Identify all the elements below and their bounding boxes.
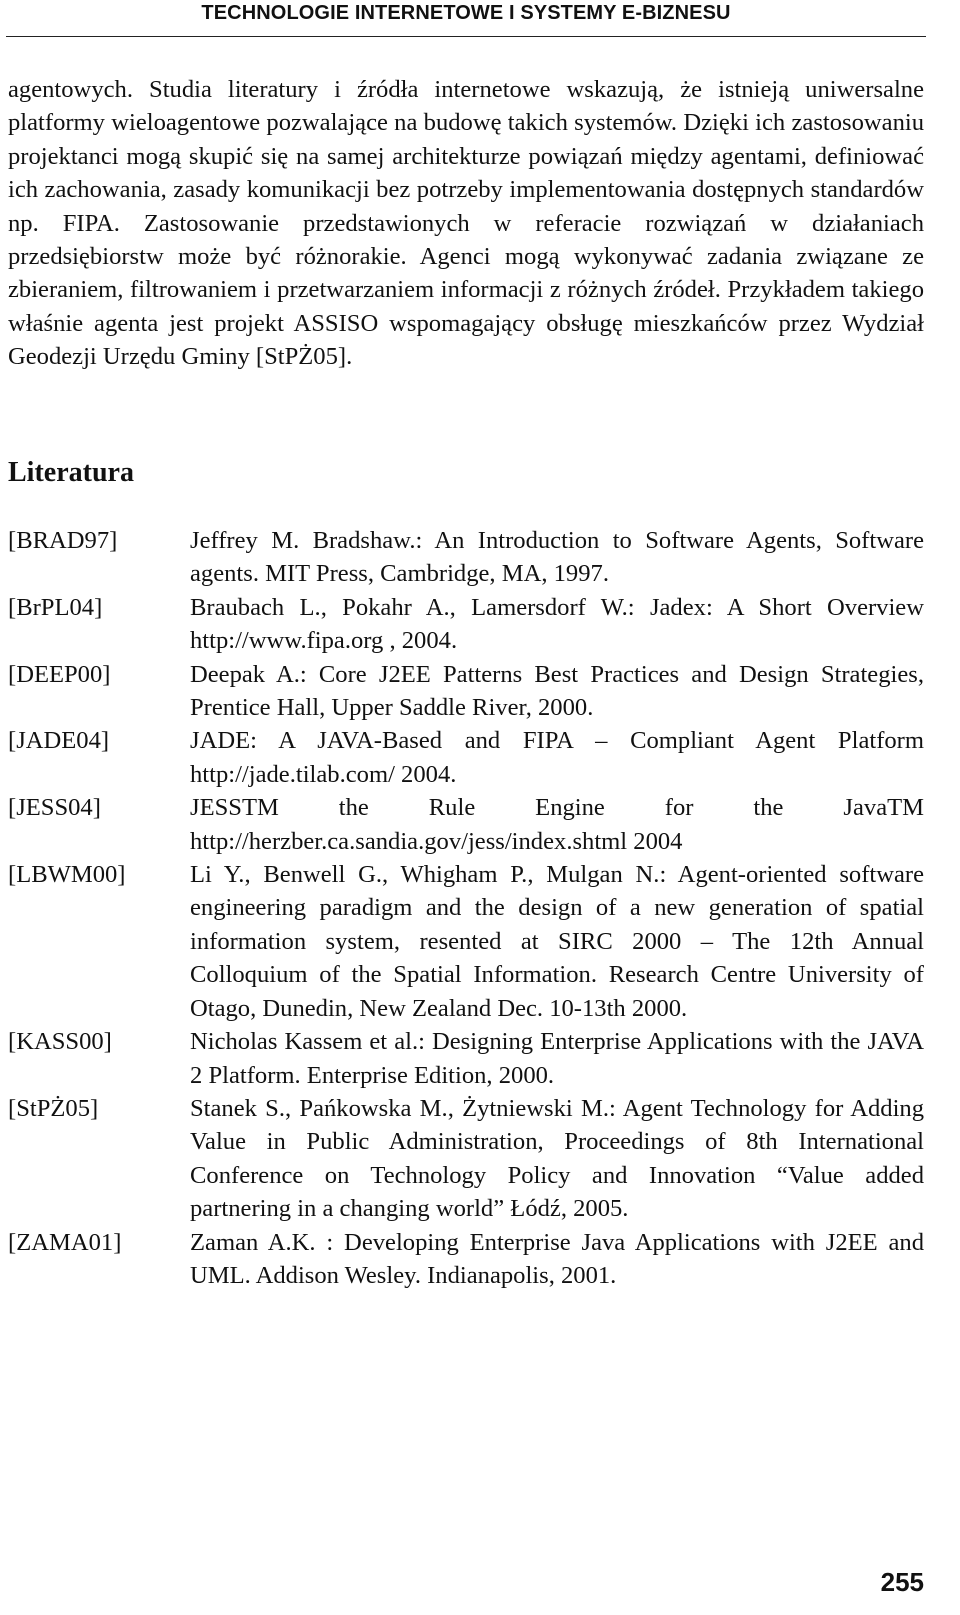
reference-key: [JADE04] xyxy=(8,727,110,755)
reference-list xyxy=(8,524,924,1292)
reference-item-jess04 xyxy=(8,791,924,858)
reference-text: Li Y., Benwell G., Whigham P., Mulgan N.: Agent-oriented software engineering paradigm and the design of a new generation of spatial information system, resented at SIRC 2000 – The 12th Annual Colloquium of the Spatial Information. Research Centre University of Otago, Dunedin, New Zealand Dec. 10-13th 2000. xyxy=(190,861,924,1022)
reference-item-brad97 xyxy=(8,524,924,591)
reference-key: [JESS04] xyxy=(8,794,101,822)
reference-item-stpz05 xyxy=(8,1092,924,1226)
body-paragraph: agentowych. Studia literatury i źródła internetowe wskazują, że istnieją uniwersalne platformy wieloagentowe pozwalające na budowę takich systemów. Dzięki ich zastosowaniu projektanci mogą skupić się na samej architekturze powiązań między agentami, definiować ich zachowania, zasady komunikacji bez potrzeby implementowania dostępnych standardów np. FIPA. Zastosowanie przedstawionych w referacie rozwiązań w działaniach przedsiębiorstw może być różnorakie. Agenci mogą wykonywać zadania związane ze zbieraniem, filtrowaniem i przetwarzaniem informacji z różnych źródeł. Przykładem takiego właśnie agenta jest projekt ASSISO wspomagający obsługę mieszkańców przez Wydział Geodezji Urzędu Gminy [StPŻ05]. xyxy=(8,76,924,371)
reference-text: JADE: A JAVA-Based and FIPA – Compliant Agent Platform http://jade.tilab.com/ 2004. xyxy=(190,727,924,788)
page-number: 255 xyxy=(880,1567,924,1597)
reference-key: [DEEP00] xyxy=(8,660,111,688)
header-title: TECHNOLOGIE INTERNETOWE I SYSTEMY E-BIZNESU xyxy=(201,2,731,24)
reference-text: Stanek S., Pańkowska M., Żytniewski M.: Agent Technology for Adding Value in Public Administration, Proceedings of 8th International Conference on Technology Policy and Innovation “Value added partnering in a changing world” Łódź, 2005. xyxy=(190,1094,924,1223)
reference-item-lbwm00 xyxy=(8,858,924,1025)
reference-text: Braubach L., Pokahr A., Lamersdorf W.: Jadex: A Short Overview http://www.fipa.org , 2004. xyxy=(190,593,924,655)
reference-key: [KASS00] xyxy=(8,1028,112,1056)
references-heading: Literatura xyxy=(8,457,134,488)
reference-key: [StPŻ05] xyxy=(8,1094,99,1122)
reference-key: [BRAD97] xyxy=(8,527,118,554)
reference-key: [ZAMA01] xyxy=(8,1228,122,1256)
reference-item-kass00 xyxy=(8,1025,924,1092)
reference-key: [LBWM00] xyxy=(8,861,126,889)
reference-key: [BrPL04] xyxy=(8,593,103,621)
reference-text: Jeffrey M. Bradshaw.: An Introduction to Software Agents, Software agents. MIT Press, Cambridge, MA, 1997. xyxy=(190,527,924,588)
reference-item-deep00 xyxy=(8,658,924,725)
reference-text: JESSTM the Rule Engine for the JavaTM http://herzber.ca.sandia.gov/jess/index.shtml 2004 xyxy=(190,794,924,855)
reference-text: Zaman A.K. : Developing Enterprise Java Applications with J2EE and UML. Addison Wesley. Indianapolis, 2001. xyxy=(190,1228,924,1289)
reference-text: Nicholas Kassem et al.: Designing Enterprise Applications with the JAVA 2 Platform. Enterprise Edition, 2000. xyxy=(190,1028,924,1089)
reference-text: Deepak A.: Core J2EE Patterns Best Practices and Design Strategies, Prentice Hall, Upper Saddle River, 2000. xyxy=(190,660,924,722)
reference-item-jade04 xyxy=(8,724,924,791)
reference-item-brpl04 xyxy=(8,591,924,658)
running-header xyxy=(6,0,926,37)
reference-item-zama01 xyxy=(8,1226,924,1293)
